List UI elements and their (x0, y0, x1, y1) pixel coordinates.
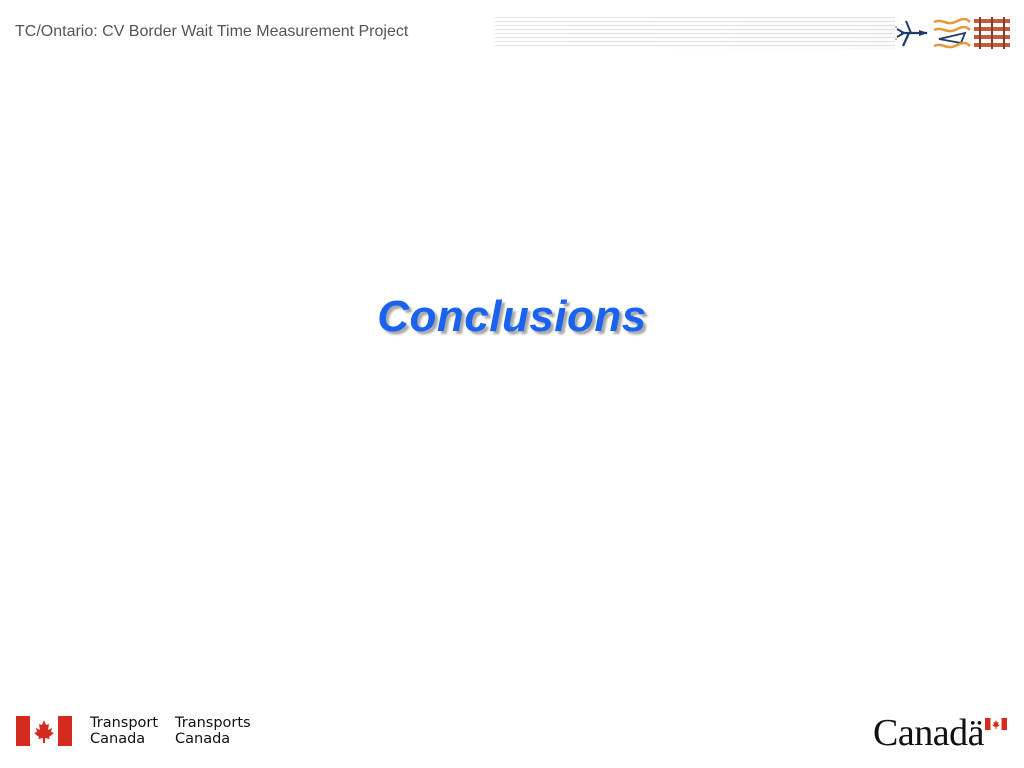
wordmark-en-line-1: Transport (90, 715, 159, 731)
header-title: TC/Ontario: CV Border Wait Time Measurement Project (15, 23, 409, 40)
transport-modes-logo (893, 15, 1011, 51)
transports-canada-wordmark-fr (175, 715, 251, 747)
canada-flag-icon (16, 716, 72, 746)
canada-wordmark: Canadä (873, 712, 984, 754)
transport-canada-wordmark-en (90, 715, 158, 747)
aviation-plane-icon (893, 15, 931, 51)
marine-waves-icon (933, 15, 971, 51)
wordmark-fr-line-2: Canada (175, 731, 231, 747)
header-decorative-band (495, 17, 895, 49)
wordmark-fr-line-1: Transports (175, 715, 251, 731)
rail-road-icon (973, 15, 1011, 51)
wordmark-en-line-2: Canada (90, 731, 146, 747)
canada-wordmark-flag-icon (985, 718, 1007, 730)
slide-title: Conclusions (377, 292, 647, 341)
